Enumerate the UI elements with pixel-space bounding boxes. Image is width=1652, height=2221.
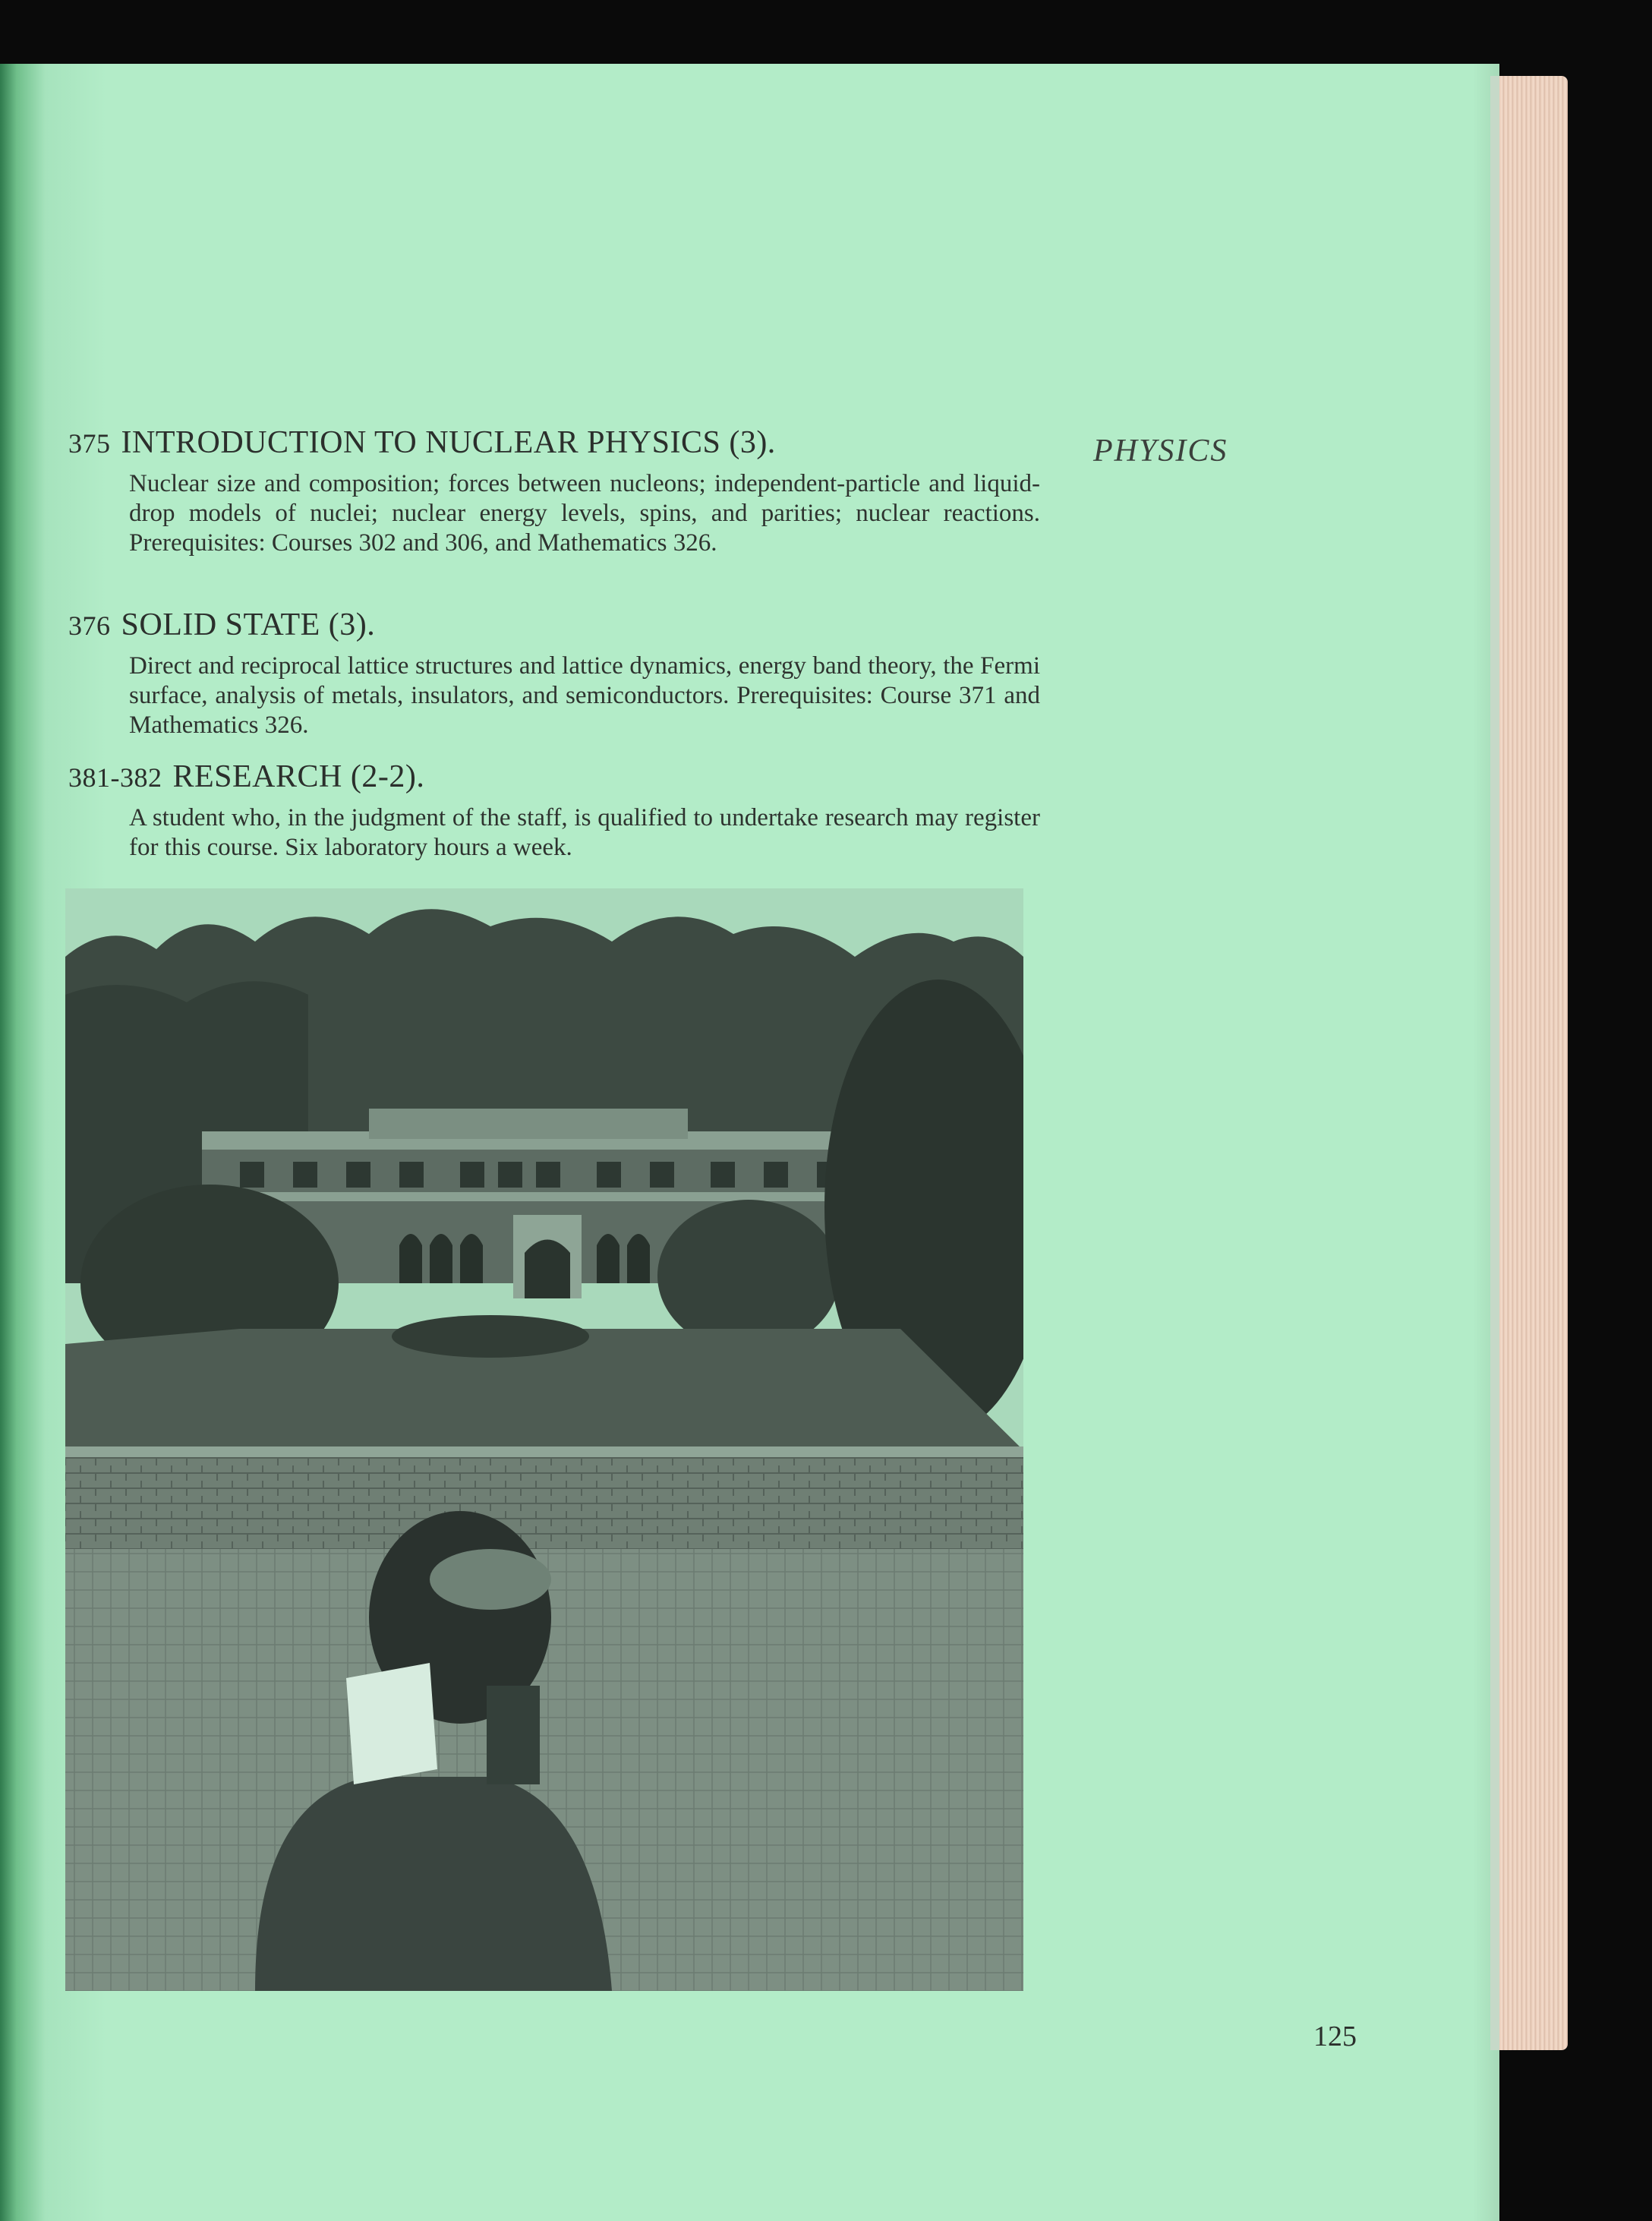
course-title: SOLID STATE (3). [121, 607, 376, 642]
course-number: 381-382 [68, 762, 162, 793]
course-number: 376 [68, 610, 111, 641]
course-description: Direct and reciprocal lattice structures and lattice dynamics, energy band theory, the Fermi surface, analysis of metals, insulators, and semiconductors. Prerequisites: Course 371 and Mathematics 326. [129, 652, 1040, 739]
course-description: A student who, in the judgment of the staff, is qualified to undertake research may register for this course. Six laboratory hours a week. [129, 804, 1040, 861]
course-title: RESEARCH (2-2). [172, 759, 425, 794]
page-number: 125 [1313, 2021, 1357, 2052]
page-edges [1499, 76, 1568, 2050]
course-entry [68, 756, 1040, 863]
course-description: Nuclear size and composition; forces between nucleons; independent-particle and liquid-drop models of nuclei; nuclear energy levels, spins, and parities; nuclear reactions. Prerequisites: Courses 302 and 306, and Mathematics 326. [129, 470, 1040, 557]
course-heading [68, 604, 1040, 647]
section-label: PHYSICS [1093, 434, 1228, 468]
course-heading [68, 421, 1040, 465]
course-number: 375 [68, 428, 111, 459]
course-entry [68, 604, 1040, 740]
course-title: INTRODUCTION TO NUCLEAR PHYSICS (3). [121, 425, 776, 460]
campus-photo [65, 888, 1023, 1991]
course-heading [68, 756, 1040, 799]
course-entry [68, 421, 1040, 558]
